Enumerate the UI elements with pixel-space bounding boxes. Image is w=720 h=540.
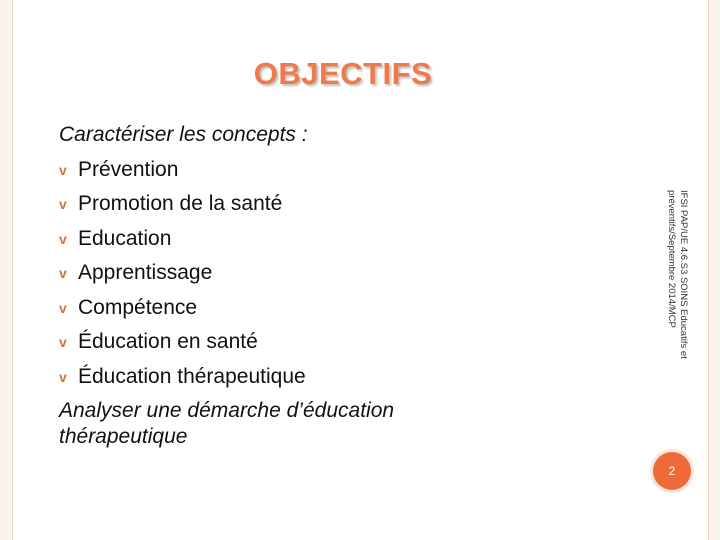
list-item [59, 153, 619, 188]
checkmark-bullet-icon: v [59, 230, 67, 247]
list-item-label: Éducation en santé [78, 330, 258, 353]
list-item-label: Education [78, 226, 172, 250]
slide-content [59, 118, 619, 450]
list-item [59, 291, 619, 326]
slide-title: OBJECTIFS [253, 56, 433, 91]
outro-text: Analyser une démarche d’éducation thérapeutique [59, 399, 395, 448]
checkmark-bullet-icon: v [59, 334, 67, 351]
list-item [59, 325, 619, 360]
footer-text: IFSI PAP/UE 4.6.S3 SOINS Educatifs et préventifs/Septembre 2014/MCP [666, 190, 689, 359]
checkmark-bullet-icon: v [59, 161, 67, 178]
intro-text: Caractériser les concepts : [59, 123, 308, 146]
checkmark-bullet-icon: v [59, 368, 67, 385]
list-item [59, 256, 619, 291]
list-item [59, 360, 619, 395]
list-item-label: Compétence [78, 295, 198, 319]
checkmark-bullet-icon: v [59, 196, 67, 213]
list-item-label: Prévention [78, 157, 179, 181]
list-item-label: Apprentissage [78, 261, 213, 284]
list-item [59, 222, 619, 257]
list-item-label: Promotion de la santé [78, 192, 283, 215]
checkmark-bullet-icon: v [59, 265, 67, 282]
checkmark-bullet-icon: v [59, 299, 67, 316]
page-number-badge: 2 [653, 452, 691, 490]
slide [12, 0, 709, 540]
list-item [59, 187, 619, 222]
list-item-label: Éducation thérapeutique [78, 364, 306, 388]
